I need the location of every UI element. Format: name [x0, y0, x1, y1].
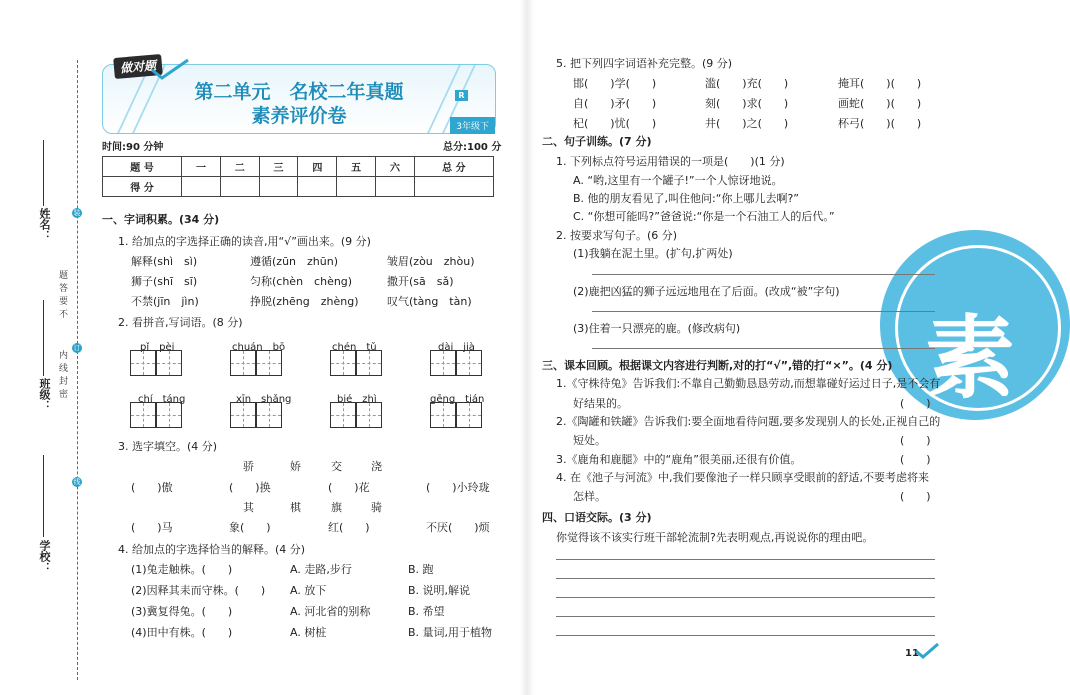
s2q2-prompt: 2. 按要求写句子。(6 分) [556, 229, 678, 242]
q3-prompt: 3. 选字填空。(4 分) [118, 440, 218, 453]
answer-line[interactable] [556, 578, 935, 579]
choice-char: 交 [331, 460, 342, 473]
q4-option-a[interactable]: A. 走路,步行 [290, 563, 352, 576]
score-header-cell: 一 [182, 157, 221, 177]
class-label: 班级： [38, 378, 51, 411]
char-box[interactable] [256, 402, 282, 428]
q1-item[interactable]: 皱眉(zòu zhòu) [387, 255, 475, 268]
q4-option-b[interactable]: B. 量词,用于植物 [408, 626, 493, 639]
char-box[interactable] [330, 350, 356, 376]
grade-badge: 3年级下 [450, 117, 495, 134]
judge-item-cont: 短处。 [573, 434, 606, 447]
pinyin-label: dài jià [438, 342, 475, 353]
q4-item[interactable]: (3)冀复得兔。( ) [131, 605, 233, 618]
q1-item[interactable]: 匀称(chèn chèng) [250, 275, 353, 288]
school-line[interactable] [43, 455, 44, 537]
rewrite-item: (3)住着一只漂亮的鹿。(修改病句) [573, 322, 741, 335]
judge-paren[interactable]: ( ) [900, 453, 931, 466]
char-box[interactable] [430, 350, 456, 376]
score-header-cell: 四 [298, 157, 337, 177]
judge-item-cont: 怎样。 [573, 490, 606, 503]
pinyin-label: chén tǔ [332, 342, 377, 353]
choice-char: 骄 [243, 460, 254, 473]
answer-line[interactable] [556, 616, 935, 617]
fill-item[interactable]: ( )花 [328, 481, 370, 494]
q1-item[interactable]: 撒开(sā sǎ) [387, 275, 454, 288]
char-box[interactable] [130, 402, 156, 428]
section1-title: 一、字词积累。(34 分) [102, 213, 220, 226]
pinyin-label: xīn shǎng [236, 394, 292, 405]
name-line[interactable] [43, 140, 44, 206]
exam-title: 第二单元 名校二年真题 [194, 81, 404, 103]
q1-prompt: 1. 给加点的字选择正确的读音,用“√”画出来。(9 分) [118, 235, 371, 248]
score-header-cell: 二 [220, 157, 259, 177]
q4-option-b[interactable]: B. 说明,解说 [408, 584, 471, 597]
pinyin-label: bié zhì [337, 394, 377, 405]
page-number: 11 [905, 648, 919, 659]
q1-item[interactable]: 挣脱(zhēng zhèng) [250, 295, 359, 308]
judge-paren[interactable]: ( ) [900, 397, 931, 410]
judge-item: 4. 在《池子与河流》中,我们要像池子一样只顾享受眼前的舒适,不要考虑将来 [556, 471, 929, 484]
idiom-item[interactable]: 杞( )忧( ) [573, 117, 657, 130]
s2q1-option[interactable]: B. 他的朋友看见了,叫住他问:“你上哪儿去啊?” [573, 192, 799, 205]
answer-line[interactable] [556, 597, 935, 598]
idiom-item[interactable]: 自( )矛( ) [573, 97, 657, 110]
score-cell[interactable] [182, 177, 221, 197]
score-cell[interactable] [298, 177, 337, 197]
score-cell[interactable] [376, 177, 415, 197]
judge-item: 3.《鹿角和鹿腿》中的“鹿角”很美丽,还很有价值。 [556, 453, 802, 466]
score-row-label: 得 分 [103, 177, 182, 197]
idiom-item[interactable]: 邯( )学( ) [573, 77, 657, 90]
answer-line[interactable] [556, 635, 935, 636]
answer-line[interactable] [592, 348, 935, 349]
section2-title: 二、句子训练。(7 分) [542, 135, 652, 148]
score-header-row [103, 157, 494, 177]
char-box[interactable] [230, 350, 256, 376]
section4-title: 四、口语交际。(3 分) [542, 511, 652, 524]
judge-item: 2.《陶罐和铁罐》告诉我们:要全面地看待问题,要多发现别人的长处,正视自己的 [556, 415, 941, 428]
s2q1-option[interactable]: A. “哟,这里有一个罐子!”一个人惊讶地说。 [573, 174, 783, 187]
seal-circle-2: 订 [73, 344, 81, 352]
idiom-item[interactable]: 井( )之( ) [705, 117, 789, 130]
watermark-char: 素 [925, 305, 1015, 411]
q4-option-a[interactable]: A. 河北省的别称 [290, 605, 371, 618]
choice-char: 浇 [371, 460, 382, 473]
seal-line [77, 60, 78, 680]
q2-prompt: 2. 看拼音,写词语。(8 分) [118, 316, 243, 329]
answer-line[interactable] [592, 311, 935, 312]
choice-char: 旗 [331, 501, 342, 514]
judge-paren[interactable]: ( ) [900, 434, 931, 447]
seal-circle-3: 线 [73, 478, 81, 486]
q1-item[interactable]: 叹气(tàng tàn) [387, 295, 472, 308]
char-box[interactable] [456, 402, 482, 428]
char-box[interactable] [256, 350, 282, 376]
char-box[interactable] [230, 402, 256, 428]
score-cell[interactable] [414, 177, 493, 197]
char-box[interactable] [356, 350, 382, 376]
seal-text-1: 题答要不 [57, 270, 67, 322]
rewrite-item: (1)我躺在泥土里。(扩句,扩两处) [573, 247, 733, 260]
choice-char: 骑 [371, 501, 382, 514]
choice-char: 棋 [290, 501, 301, 514]
answer-line[interactable] [556, 559, 935, 560]
score-cell[interactable] [259, 177, 298, 197]
choice-char: 娇 [290, 460, 301, 473]
idiom-item[interactable]: 杯弓( )( ) [838, 117, 922, 130]
pinyin-label: chí táng [138, 394, 186, 405]
choice-char: 其 [243, 501, 254, 514]
brand-tag: 做对题 [113, 54, 163, 79]
seal-text-2: 内线封密 [57, 350, 67, 402]
edition-badge: R [455, 90, 468, 101]
fill-item[interactable]: 红( ) [328, 521, 370, 534]
name-label: 姓名： [38, 208, 51, 241]
char-box[interactable] [156, 350, 182, 376]
char-box[interactable] [156, 402, 182, 428]
q1-item[interactable]: 解释(shì sì) [131, 255, 198, 268]
q4-item[interactable]: (4)田中有株。( ) [131, 626, 233, 639]
score-header-cell: 五 [337, 157, 376, 177]
score-header-cell: 题 号 [103, 157, 182, 177]
pinyin-label: pǐ pèi [140, 342, 175, 353]
fill-item[interactable]: ( )小玲珑 [426, 481, 490, 494]
char-box[interactable] [330, 402, 356, 428]
q4-item[interactable]: (2)因释其耒而守株。( ) [131, 584, 266, 597]
fill-item[interactable]: ( )傲 [131, 481, 173, 494]
score-cell[interactable] [337, 177, 376, 197]
char-box[interactable] [356, 402, 382, 428]
pinyin-label: gēng tián [430, 394, 485, 405]
q5-prompt: 5. 把下列四字词语补充完整。(9 分) [556, 57, 733, 70]
q4-item[interactable]: (1)兔走触株。( ) [131, 563, 233, 576]
fill-item[interactable]: 象( ) [229, 521, 271, 534]
fill-item[interactable]: ( )马 [131, 521, 173, 534]
score-header-cell: 三 [259, 157, 298, 177]
char-box[interactable] [430, 402, 456, 428]
pinyin-label: chuán bō [232, 342, 286, 353]
time-info: 时间:90 分钟 [102, 142, 164, 153]
answer-line[interactable] [592, 274, 935, 275]
section3-title: 三、课本回顾。根据课文内容进行判断,对的打“√”,错的打“×”。(4 分) [542, 359, 893, 372]
q4-option-b[interactable]: B. 希望 [408, 605, 445, 618]
s2q1-option[interactable]: C. “你想可能吗?”爸爸说:“你是一个石油工人的后代。” [573, 210, 835, 223]
fill-item[interactable]: 不厌( )烦 [426, 521, 490, 534]
score-header-cell: 总 分 [414, 157, 493, 177]
score-header-cell: 六 [376, 157, 415, 177]
seal-circle-1: 装 [73, 209, 81, 217]
total-score: 总分:100 分 [443, 142, 502, 153]
q4-prompt: 4. 给加点的字选择恰当的解释。(4 分) [118, 543, 306, 556]
school-label: 学校： [38, 540, 51, 573]
exam-subtitle: 素养评价卷 [251, 105, 347, 127]
q4-option-b[interactable]: B. 跑 [408, 563, 434, 576]
q1-item[interactable]: 遵循(zūn zhūn) [250, 255, 338, 268]
idiom-item[interactable]: 刻( )求( ) [705, 97, 789, 110]
idiom-item[interactable]: 画蛇( )( ) [838, 97, 922, 110]
q4-option-a[interactable]: A. 树桩 [290, 626, 327, 639]
score-cell[interactable] [220, 177, 259, 197]
rewrite-item: (2)鹿把凶猛的狮子远远地甩在了后面。(改成“被”字句) [573, 285, 840, 298]
s2q1-prompt: 1. 下列标点符号运用错误的一项是( )(1 分) [556, 155, 785, 168]
judge-paren[interactable]: ( ) [900, 490, 931, 503]
idiom-item[interactable]: 滥( )充( ) [705, 77, 789, 90]
q1-item[interactable]: 不禁(jīn jìn) [131, 295, 199, 308]
idiom-item[interactable]: 掩耳( )( ) [838, 77, 922, 90]
score-table [102, 156, 494, 197]
score-value-row [103, 177, 494, 197]
page-fold [520, 0, 534, 695]
judge-item-cont: 好结果的。 [573, 397, 628, 410]
fill-item[interactable]: ( )换 [229, 481, 271, 494]
checkmark-icon [150, 58, 190, 80]
checkmark-icon [914, 642, 940, 660]
q4-option-a[interactable]: A. 放下 [290, 584, 327, 597]
judge-item: 1.《守株待兔》告诉我们:不靠自己勤勤恳恳劳动,而想靠碰好运过日子,是不会有 [556, 377, 941, 390]
char-box[interactable] [130, 350, 156, 376]
class-line[interactable] [43, 300, 44, 376]
char-box[interactable] [456, 350, 482, 376]
q1-item[interactable]: 狮子(shī sī) [131, 275, 198, 288]
oral-prompt: 你觉得该不该实行班干部轮流制?先表明观点,再说说你的理由吧。 [556, 531, 874, 544]
